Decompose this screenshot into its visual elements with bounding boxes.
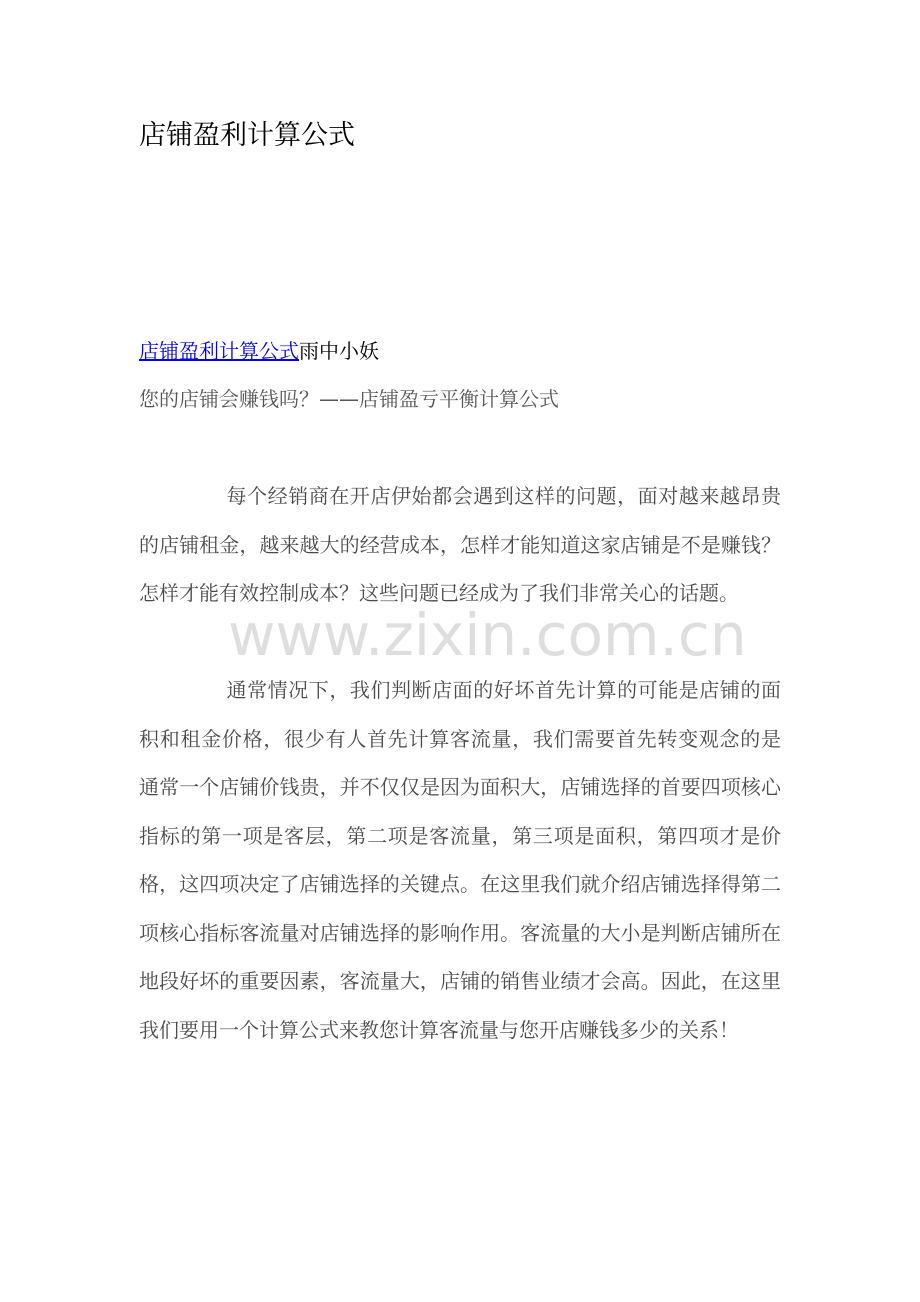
- document-title: 店铺盈利计算公式: [139, 120, 355, 151]
- paragraph-1: [139, 472, 781, 618]
- article-subtitle: 您的店铺会赚钱吗？——店铺盈亏平衡计算公式: [139, 387, 559, 411]
- author-name: 雨中小妖: [299, 339, 379, 363]
- byline: [139, 336, 379, 366]
- paragraph-2: [139, 666, 781, 1054]
- watermark: www.zixin.com.cn: [228, 601, 747, 669]
- title-link[interactable]: 店铺盈利计算公式: [139, 339, 299, 363]
- paragraph-2-text: 通常情况下，我们判断店面的好坏首先计算的可能是店铺的面积和租金价格，很少有人首先计算客流量，我们需要首先转变观念的是 通常一个店铺价钱贵，并不仅仅是因为面积大，店铺选择的首要四项核心指标的第一项是客层，第二项是客流量，第三项是面积，第四项才是价格，这四项决定了店铺选择的关键点。在这里我们就介绍店铺选择得第二项核心指标客流量对店铺选择的影响作用。客流量的大小是判断店铺所在地段好坏的重要因素，客流量大，店铺的销售业绩才会高。因此，在这里我们要用一个计算公式来教您计算客流量与您开店赚钱多少的关系！: [139, 678, 781, 1042]
- paragraph-1-text: 每个经销商在开店伊始都会遇到这样的问题，面对越来越昂贵的店铺租金，越来越大的经营成本，怎样才能知道这家店铺是不是赚钱？怎样才能有效控制成本？这些问题已经成为了我们非常关心的话题。: [139, 484, 781, 605]
